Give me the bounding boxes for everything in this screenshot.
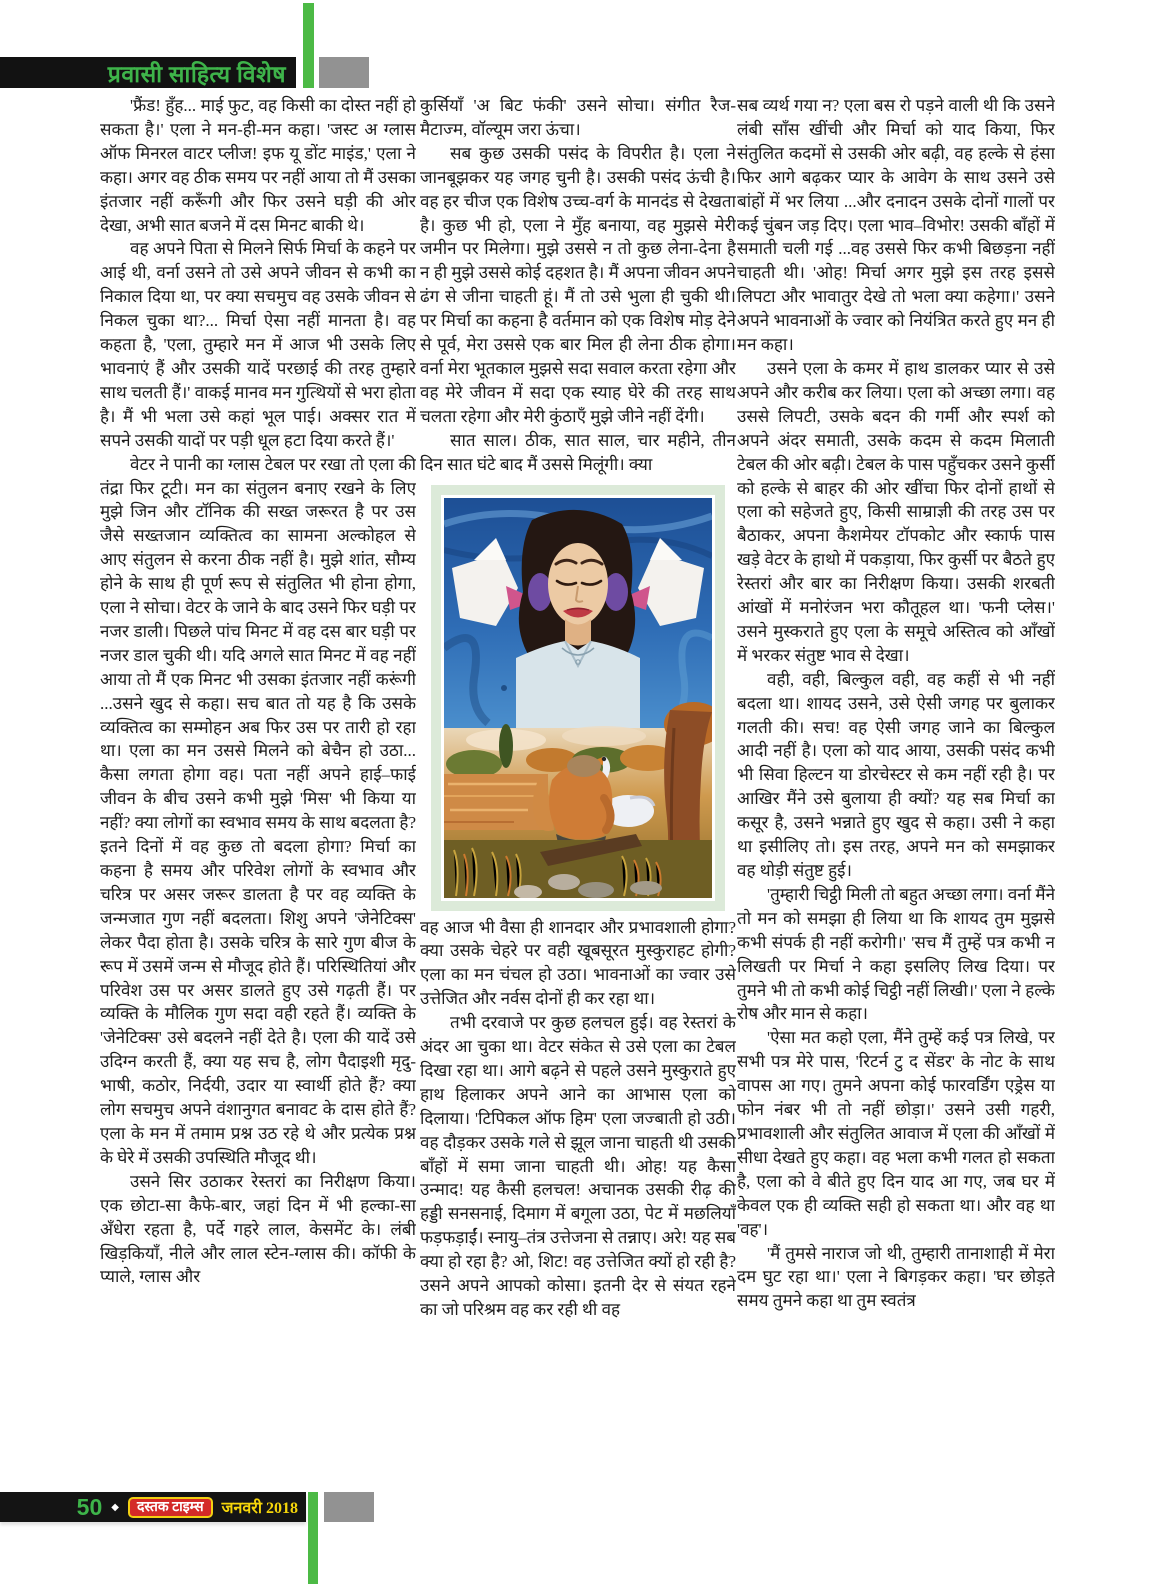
paragraph: उसने सिर उठाकर रेस्तरां का निरीक्षण किया। एक छोटा-सा कैफे-बार, जहां दिन में भी हल्का-सा अँधेरा रहता है, पर्दे गहरे लाल, केसमेंट के। लंबी खिड़कियाँ, नीले और लाल स्टेन-ग्लास की। कॉफी के प्याले, ग्लास और (100, 1171, 416, 1287)
magazine-logo: दस्तक टाइम्स (128, 1497, 213, 1518)
section-header-bar (0, 57, 296, 88)
page-number: 50 (76, 1493, 103, 1520)
text-column-2 (420, 94, 736, 1486)
header-gray-box (319, 57, 369, 88)
paragraph: वही, वही, बिल्कुल वही, वह कहीं से भी नहीं बदला था। शायद उसने, उसे ऐसी जगह पर बुलाकर गलती की। सच! वह ऐसी जगह जाने का बिल्कुल आदी नहीं है। एला को याद आया, उसकी पसंद कभी भी सिवा हिल्टन या डोरचेस्टर से कम नहीं रही है। पर आखिर मैंने उसे बुलाया ही क्यों? यह सब मिर्चा का कसूर है, उसने भन्नाते हुए खुद से कहा। उसी ने कहा था इसीलिए तो। इस तरह, अपने मन को समझाकर वह थोड़ी संतुष्ट हुई। (737, 669, 1055, 880)
paragraph: 'मैं तुमसे नाराज जो थी, तुम्हारी तानाशाही में मेरा दम घुट रहा था।' एला ने बिगड़कर कहा। 'घर छोड़ते समय तुमने कहा था तुम स्वतंत्र (737, 1243, 1055, 1311)
footer-green-bar (308, 1492, 318, 1584)
paragraph: 'तुम्हारी चिट्ठी मिली तो बहुत अच्छा लगा। वर्ना मैंने तो मन को समझा ही लिया था कि शायद तुम मुझसे कभी संपर्क ही नहीं करोगी।' 'सच मैं तुम्हें पत्र कभी न लिखती पर मिर्चा ने कहा इसलिए लिख दिया। पर तुमने भी तो कभी कोई चिट्ठी नहीं लिखी।' एला ने हल्के रोष और मान से कहा। (737, 884, 1055, 1024)
paragraph: सात साल। ठीक, सात साल, चार महीने, तीन दिन सात घंटे बाद मैं उससे मिलूंगी। क्या (420, 430, 736, 474)
header-green-bar (303, 3, 314, 88)
paragraph: वह आज भी वैसा ही शानदार और प्रभावशाली होगा? क्या उसके चेहरे पर वही खूबसूरत मुस्कुराहट होगी? एला का मन चंचल हो उठा। भावनाओं का ज्वार उसे उत्तेजित और नर्वस दोनों ही कर रहा था। (420, 917, 736, 1009)
paragraph: सब व्यर्थ गया न? एला बस रो पड़ने वाली थी कि उसने लंबी साँस खींची और मिर्चा को याद किया, फिर संतुलित कदमों से उसकी ओर बढ़ी, वह हल्के से हंसा फिर आगे बढ़कर प्यार के आवेग के साथ उसने उसे बांहों में भर लिया ...और दनादन उसके दोनों गालों पर कई चुंबन जड़ दिए। एला भाव–विभोर! उसकी बाँहों में समाती चली गई ...वह उससे फिर कभी बिछड़ना नहीं चाहती थी। 'ओह! मिर्चा अगर मुझे इस तरह इससे लिपटा और भावातुर देखे तो भला क्या कहेगा।' उसने अपने भावनाओं के ज्वार को नियंत्रित करते हुए मन ही मन कहा। (737, 96, 1055, 355)
paragraph: उसने एला के कमर में हाथ डालकर प्यार से उसे अपने और करीब कर लिया। एला को अच्छा लगा। वह उससे लिपटी, उसके बदन की गर्मी और स्पर्श को अपने अंदर समाती, उसके कदम से कदम मिलाती टेबल की ओर बढ़ी। टेबल के पास पहुँचकर उसने कुर्सी को हल्के से बाहर की ओर खींचा फिर दोनों हाथों से एला को सहेजते हुए, किसी साम्राज्ञी की तरह उस पर बैठाकर, अपना कैशमेयर टॉपकोट और स्कार्फ पास खड़े वेटर के हाथो में पकड़ाया, फिर कुर्सी पर बैठते हुए रेस्तरां और बार का निरीक्षण किया। उसकी शरबती आंखों में मनोरंजन भरा कौतूहल था। 'फनी प्लेस।' उसने मुस्कराते हुए एला के समूचे अस्तित्व को आँखों में भरकर संतुष्ट भाव से देखा। (737, 358, 1055, 665)
paragraph: वेटर ने पानी का ग्लास टेबल पर रखा तो एला की तंद्रा फिर टूटी। मन का संतुलन बनाए रखने के लिए मुझे जिन और टॉनिक की सख्त जरूरत है पर उस जैसे सख्तजान व्यक्तित्व का सामना अल्कोहल से आए संतुलन से करना ठीक नहीं है। मुझे शांत, सौम्य होने के साथ ही पूर्ण रूप से संतुलित भी होना होगा, एला ने सोचा। वेटर के जाने के बाद उसने फिर घड़ी पर नजर डाली। पिछले पांच मिनट में वह दस बार घड़ी पर नजर डाल चुकी थी। यदि अगले सात मिनट में वह नहीं आया तो मैं एक मिनट भी उसका इंतजार नहीं करूंगी ...उसने खुद से कहा। सच बात तो यह है कि उसके व्यक्तित्व का सम्मोहन अब फिर उस पर तारी हो रहा था। एला का मन उससे मिलने को बेचैन हो उठा... कैसा लगता होगा वह। पता नहीं अपने हाई–फाई जीवन के बीच उसने कभी मुझे 'मिस' भी किया या नहीं? क्या लोगों का स्वभाव समय के साथ बदलता है? इतने दिनों में वह कुछ तो बदला होगा? मिर्चा का कहना है समय और परिवेश लोगों के स्वभाव और चरित्र पर असर जरूर डालता है पर वह व्यक्ति के जन्मजात गुण नहीं बदलता। शिशु अपने 'जेनेटिक्स' लेकर पैदा होता है। उसके चरित्र के सारे गुण बीज के रूप में उसमें जन्म से मौजूद होते हैं। परिस्थितियां और परिवेश उस पर असर डालते हुए उसे गढ़ती हैं। पर व्यक्ति के मौलिक गुण सदा वही रहते हैं। व्यक्ति के 'जेनेटिक्स' उसे बदलने नहीं देते है। एला की यादें उसे उदिग्न करती हैं, क्या यह सच है, लोग पैदाइशी मृदु-भाषी, कठोर, निर्दयी, उदार या स्वार्थी होते हैं? क्या लोग सचमुच अपने वंशानुगत बनावट के दास होते हैं? एला के मन में तमाम प्रश्न उठ रहे थे और प्रत्येक प्रश्न के घेरे में उसकी उपस्थिति मौजूद थी। (100, 454, 416, 1167)
paragraph: वह अपने पिता से मिलने सिर्फ मिर्चा के कहने पर आई थी, वर्ना उसने तो उसे अपने जीवन से कभी का निकाल दिया था, पर क्या सचमुच वह उसके जीवन से निकल चुका था?... मिर्चा ऐसा नहीं मानता है। वह कहता है, 'एला, तुम्हारे मन में आज भी उसके लिए भावनाएं हैं और उसकी यादें परछाई की तरह तुम्हारे साथ चलती हैं।' वाकई मानव मन गुत्थियों से भरा होता है। मैं भी भला उसे कहां भूल पाई। अक्सर रात में सपने उसकी यादों पर पड़ी धूल हटा दिया करते हैं।' (100, 239, 416, 450)
footer-bar (0, 1492, 306, 1522)
surreal-painting (444, 498, 712, 898)
paragraph: कुर्सियाँ 'अ बिट फंकी' उसने सोचा। संगीत रैज-मैटाज्म, वॉल्यूम जरा ऊंचा। (420, 96, 736, 139)
paragraph: 'ऐसा मत कहो एला, मैंने तुम्हें कई पत्र लिखे, पर सभी पत्र मेरे पास, 'रिटर्न टु द सेंडर' के नोट के साथ वापस आ गए। तुमने अपना कोई फारवर्डिंग एड्रेस या फोन नंबर भी तो नहीं छोड़ा।' उसने उसी गहरी, प्रभावशाली और संतुलित आवाज में एला की आँखों में सीधा देखते हुए कहा। वह भला कभी गलत हो सकता है, एला को वे बीते हुए दिन याद आ गए, जब घर में केवल एक ही व्यक्ति सही हो सकता था। और वह था 'वह'। (737, 1028, 1055, 1239)
text-column-3 (737, 94, 1055, 1486)
text-column-1 (100, 94, 416, 1486)
paragraph: 'फ्रैंड! हुँह... माई फुट, वह किसी का दोस्त नहीं हो सकता है।' एला ने मन-ही-मन कहा। 'जस्ट अ ग्लास ऑफ मिनरल वाटर प्लीज! इफ यू डोंट माइंड,' एला ने कहा। अगर वह ठीक समय पर नहीं आया तो मैं उसका इंतजार नहीं करूँगी और फिर उसने घड़ी की ओर देखा, अभी सात बजने में दस मिनट बाकी थे। (100, 96, 416, 235)
footer-gray-box (324, 1492, 374, 1522)
diamond-icon: ◆ (111, 1501, 119, 1513)
paragraph: सब कुछ उसकी पसंद के विपरीत है। एला ने जानबूझकर यह जगह चुनी है। उसकी पसंद ऊंची है। वह हर चीज एक विशेष उच्च-वर्ग के मानदंड से देखता है। कुछ भी हो, एला ने मुँह बनाया, वह मुझसे मेरी जमीन पर मिलेगा। मुझे उससे न तो कुछ लेना-देना है न ही मुझे उससे कोई दहशत है। मैं अपना जीवन अपने ढंग से जीना चाहती हूं। मैं तो उसे भुला ही चुकी थी। पर मिर्चा का कहना है वर्तमान को एक विशेष मोड़ देने से पूर्व, मेरा उससे एक बार मिल ही लेना ठीक होगा। वर्ना मेरा भूतकाल मुझसे सदा सवाल करता रहेगा और वह मेरे जीवन में सदा एक स्याह घेरे की तरह साथ चलता रहेगा और मेरी कुंठाएँ मुझे जीने नहीं देंगी। (420, 143, 736, 426)
paragraph: तभी दरवाजे पर कुछ हलचल हुई। वह रेस्तरां के अंदर आ चुका था। वेटर संकेत से उसे एला का टेबल दिखा रहा था। आगे बढ़ने से पहले उसने मुस्कुराते हुए हाथ हिलाकर अपने आने का आभास एला को दिलाया। 'टिपिकल ऑफ हिम' एला जज्बाती हो उठी। वह दौड़कर उसके गले से झूल जाना चाहती थी उसकी बाँहों में समा जाना चाहती थी। ओह! यह कैसा उन्माद! यह कैसी हलचल! अचानक उसकी रीढ़ की हड्डी सनसनाई, दिमाग में बगूला उठा, पेट में मछलियाँ फड़फड़ाईं। स्नायु–तंत्र उत्तेजना से तन्नाए। अरे! यह सब क्या हो रहा है? ओ, शिट! वह उत्तेजित क्यों हो रही है? उसने अपने आपको कोसा। इतनी देर से संयत रहने का जो परिश्रम वह कर रही थी वह (420, 1013, 736, 1319)
story-illustration (431, 485, 725, 911)
issue-date: जनवरी 2018 (221, 1500, 298, 1517)
section-title: प्रवासी साहित्य विशेष (107, 61, 286, 87)
